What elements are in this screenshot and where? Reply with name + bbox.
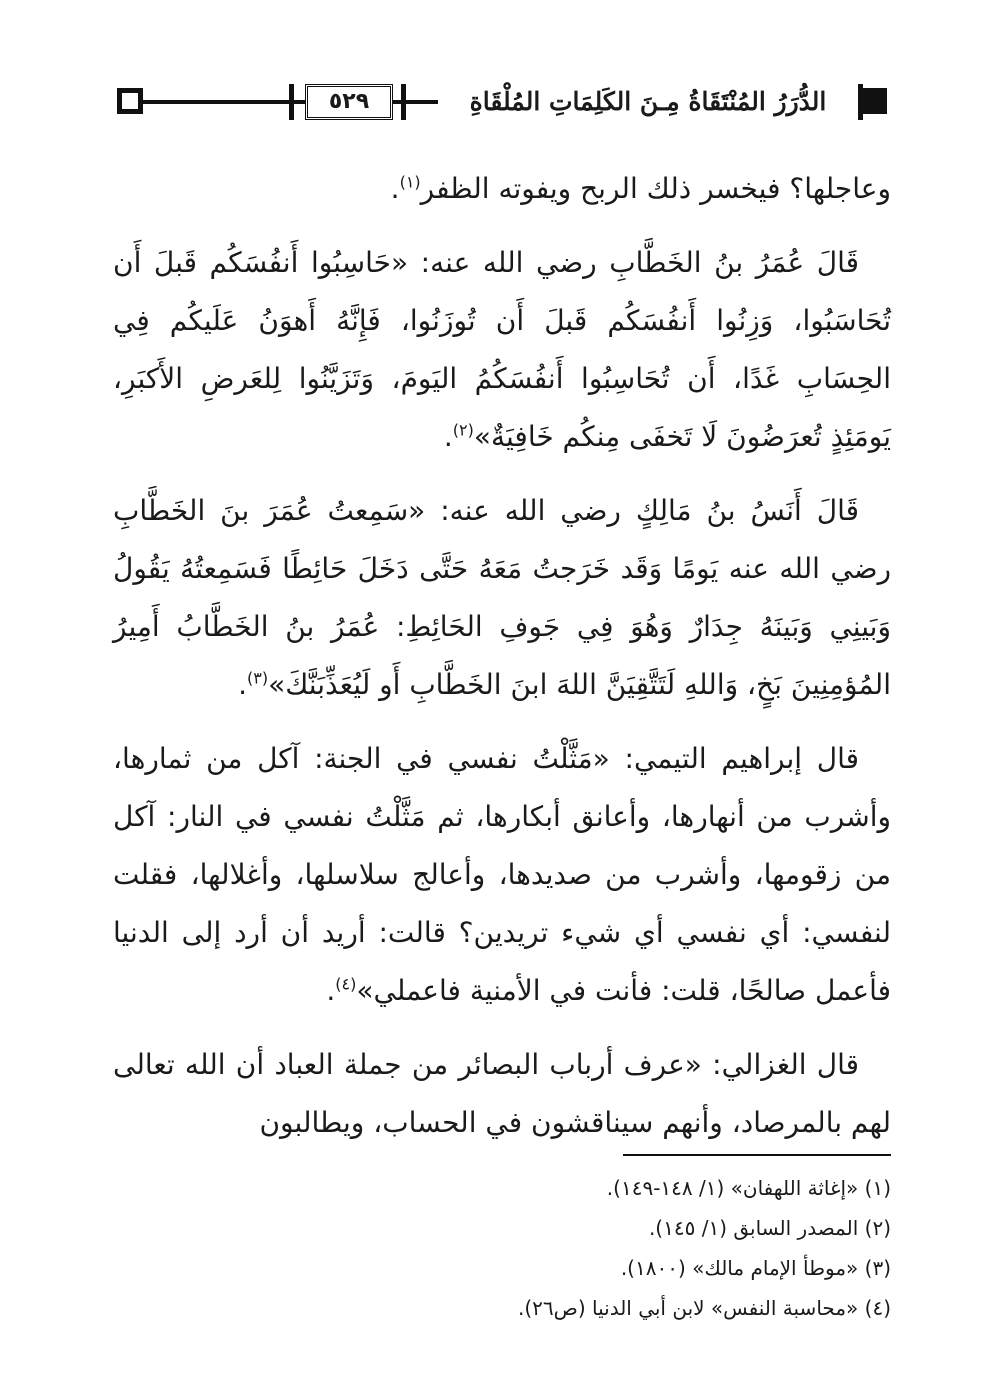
footnote-separator — [623, 1154, 891, 1156]
footnote-ref[interactable]: (١) — [399, 172, 421, 192]
paragraph — [113, 1036, 891, 1152]
footnotes — [400, 1168, 891, 1328]
footnote-ref[interactable]: (٤) — [335, 974, 357, 994]
footnote: (١) «إغاثة اللهفان» (١/ ١٤٨-١٤٩). — [606, 1176, 891, 1200]
paragraph — [113, 160, 891, 218]
header-ornament-right — [401, 84, 406, 120]
footnote-ref[interactable]: (٣) — [246, 668, 269, 688]
paragraph-text: وعاجلها؟ فيخسر ذلك الربح ويفوته الظفر — [420, 172, 891, 205]
footnote: (٤) «محاسبة النفس» لابن أبي الدنيا (ص٢٦). — [518, 1296, 891, 1320]
paragraph-tail: . — [238, 668, 247, 701]
paragraph-tail: . — [443, 420, 453, 453]
paragraph — [113, 482, 891, 714]
paragraph-tail: . — [326, 974, 336, 1007]
paragraph-text: قال الغزالي: «عرف أرباب البصائر من جملة العباد أن الله تعالى لهم بالمرصاد، وأنهم سيناقشون في الحساب، ويطالبون — [113, 1048, 891, 1139]
page-header — [113, 80, 891, 124]
paragraph — [113, 730, 891, 1020]
page-number: ٥٢٩ — [305, 84, 393, 120]
running-title: الدُّرَرُ المُنْتَقَاةُ مِـنَ الكَلِمَاتِ المُلْقَاةِ — [438, 80, 858, 124]
header-square-outline — [117, 88, 143, 114]
footnote-ref[interactable]: (٢) — [452, 420, 474, 440]
paragraph-tail: . — [390, 172, 400, 205]
paragraph-text: قَالَ أَنَسُ بنُ مَالِكٍ رضي الله عنه: «سَمِعتُ عُمَرَ بنَ الخَطَّابِ رضي الله عنه يَومًا وَقَد خَرَجتُ مَعَهُ حَتَّى دَخَلَ حَائِطًا فَسَمِعتُهُ يَقُولُ وَبَينِي وَبَينَهُ جِدَارٌ وَهُوَ فِي جَوفِ الحَائِطِ: عُمَرُ بنُ الخَطَّابُ أَمِيرُ المُؤمِنِينَ بَخٍ، وَاللهِ لَتَتَّقِيَنَّ اللهَ ابنَ الخَطَّابِ أَو لَيُعَذِّبَنَّكَ» — [113, 494, 891, 701]
paragraph-text: قال إبراهيم التيمي: «مَثَّلْتُ نفسي في الجنة: آكل من ثمارها، وأشرب من أنهارها، وأعانق أبكارها، ثم مَثَّلْتُ نفسي في النار: آكل من زقومها، وأشرب من صديدها، وأعالج سلاسلها، وأغلالها، فقلت لنفسي: أي نفسي أي شيء تريدين؟ قالت: أريد أن أرد إلى الدنيا فأعمل صالحًا، قلت: فأنت في الأمنية فاعملي» — [113, 742, 891, 1007]
paragraph-text: قَالَ عُمَرُ بنُ الخَطَّابِ رضي الله عنه: «حَاسِبُوا أَنفُسَكُم قَبلَ أَن تُحَاسَبُوا، وَزِنُوا أَنفُسَكُم قَبلَ أَن تُوزَنُوا، فَإِنَّهُ أَهوَنُ عَلَيكُم فِي الحِسَابِ غَدًا، أَن تُحَاسِبُوا أَنفُسَكُمُ اليَومَ، وَتَزَيَّنُوا لِلعَرضِ الأَكبَرِ، يَومَئِذٍ تُعرَضُونَ لَا تَخفَى مِنكُم خَافِيَةٌ» — [113, 246, 891, 453]
header-ornament-left — [289, 84, 294, 120]
header-rule-left — [143, 100, 309, 104]
paragraph — [113, 234, 891, 466]
footnote: (٢) المصدر السابق (١/ ١٤٥). — [648, 1216, 891, 1240]
header-square-filled — [861, 88, 887, 114]
footnote: (٣) «موطأ الإمام مالك» (١٨٠٠). — [620, 1256, 891, 1280]
main-text — [113, 160, 891, 1168]
